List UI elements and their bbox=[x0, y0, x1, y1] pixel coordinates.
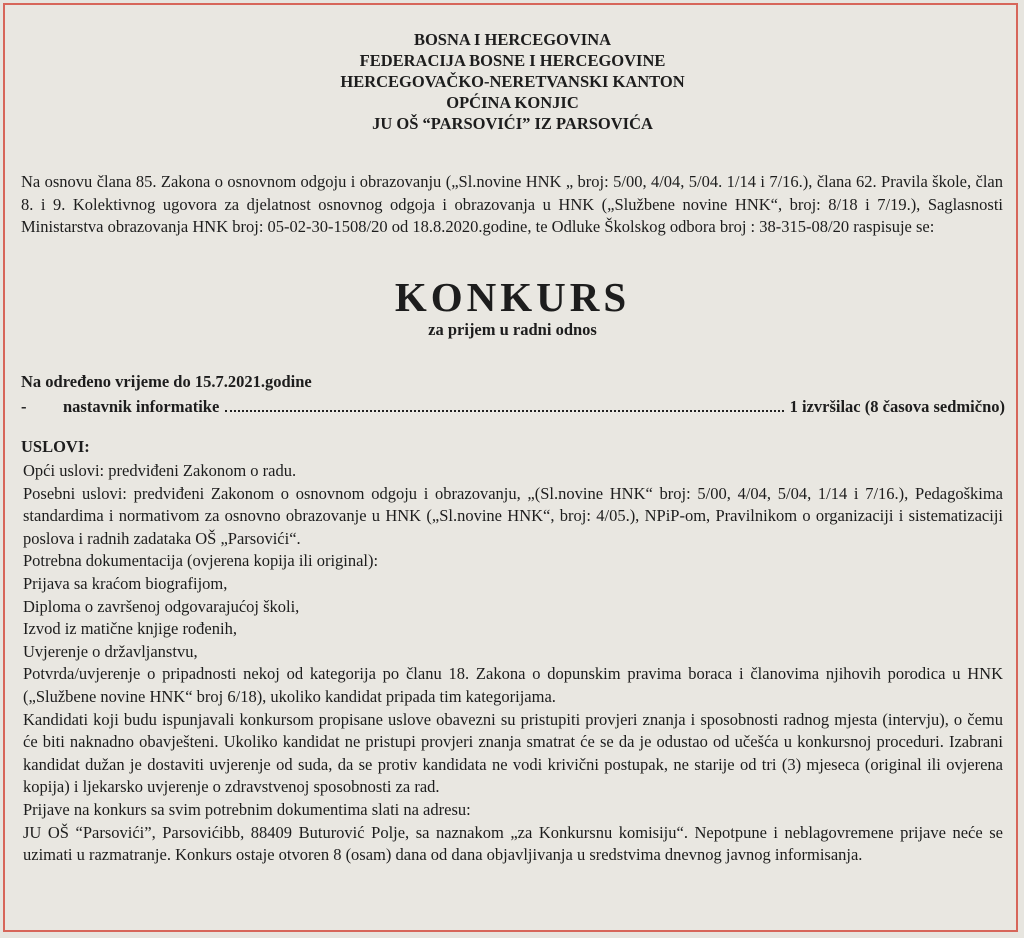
header-municipality: OPĆINA KONJIC bbox=[446, 93, 579, 112]
document-subtitle: za prijem u radni odnos bbox=[428, 320, 597, 339]
position-term: Na određeno vrijeme do 15.7.2021.godine bbox=[21, 372, 312, 391]
position-dash: - bbox=[21, 397, 27, 416]
doc-item-birth-record: Izvod iz matične knjige rođenih, bbox=[23, 619, 237, 639]
interview-paragraph: Kandidati koji budu ispunjavali konkursom propisane uslove obavezni su pristupiti provjeri znanja i sposobnosti radnog mjesta (intervju), o čemu će biti naknadno obavješteni. Ukoliko kandidat ne pristupi provjeri znanja smatrat će se da je odustao od učešća u konkursnoj proceduri. Izabrani kandidat dužan je dostaviti uvjerenje od suda, da se protiv kandidata ne vodi krivični postupak, ne starije od tri (3) mjeseca (original ili ovjerena kopija) i ljekarsko uvjerenje o zdravstvenoj sposobnosti za rad. bbox=[23, 709, 1003, 797]
doc-item-application: Prijava sa kraćom biografijom, bbox=[23, 573, 228, 593]
title-block bbox=[5, 273, 1020, 339]
position-row bbox=[21, 397, 1005, 417]
header-school: JU OŠ “PARSOVIĆI” IZ PARSOVIĆA bbox=[372, 114, 653, 133]
doc-item-diploma: Diploma o završenoj odgovarajućoj školi, bbox=[23, 596, 300, 616]
dot-leader bbox=[225, 398, 783, 412]
doc-item-veteran-certificate: Potvrda/uvjerenje o pripadnosti nekoj od kategorija po članu 18. Zakona o dopunskim pravima boraca i članovima njihovih porodica u HNK („Službene novine HNK“ broj 6/18), ukoliko kandidat pripada tim kategorijama. bbox=[23, 664, 1003, 706]
documentation-heading: Potrebna dokumentacija (ovjerena kopija ili original): bbox=[23, 551, 379, 571]
position-name: nastavnik informatike bbox=[63, 397, 220, 416]
doc-item-citizenship: Uvjerenje o državljanstvu, bbox=[23, 641, 198, 661]
document-header bbox=[5, 29, 1020, 134]
intro-paragraph: Na osnovu člana 85. Zakona o osnovnom odgoju i obrazovanju („Sl.novine HNK „ broj: 5/00, 4/04, 5/04. 1/14 i 7/16.), člana 62. Pravila škole, član 8. i 9. Kolektivnog ugovora za djelatnost osnovnog odgoja i obrazovanja u HNK („Službene novine HNK“, broj: 8/18 i 7/19.), Saglasnosti Ministarstva obrazovanja HNK broj: 05-02-30-1508/20 od 18.8.2020.godine, te Odluke Školskog odbora broj : 38-315-08/20 raspisuje se: bbox=[21, 172, 1003, 236]
announcement-frame bbox=[3, 3, 1018, 932]
header-country: BOSNA I HERCEGOVINA bbox=[413, 30, 612, 49]
conditions-heading: USLOVI: bbox=[21, 437, 90, 456]
address-paragraph: JU OŠ “Parsovići”, Parsovićibb, 88409 Buturović Polje, sa naznakom „za Konkursnu komisiju“. Nepotpune i neblagovremene prijave neće se uzimati u razmatranje. Konkurs ostaje otvoren 8 (osam) dana od dana objavljivanja u sredstvima dnevnog javnog informisanja. bbox=[23, 822, 1003, 865]
document-title: KONKURS bbox=[394, 274, 631, 320]
general-conditions: Opći uslovi: predviđeni Zakonom o radu. bbox=[23, 461, 297, 480]
header-canton: HERCEGOVAČKO-NERETVANSKI KANTON bbox=[340, 72, 685, 91]
special-conditions: Posebni uslovi: predviđeni Zakonom o osnovnom odgoju i obrazovanju, „(Sl.novine HNK“ broj: 5/00, 4/04, 5/04, 1/14 i 7/16.), Pedagoškima standardima i normativom za osnovno obrazovanje u HNK („Sl.novine HNK“, broj: 4/05.), NPiP-om, Pravilnikom o organizaciji i sistematizaciji poslova i radnih zadataka OŠ „Parsovići“. bbox=[23, 483, 1003, 548]
header-federation: FEDERACIJA BOSNE I HERCEGOVINE bbox=[359, 51, 666, 70]
position-count: 1 izvršilac (8 časova sedmično) bbox=[789, 397, 1005, 416]
conditions-body bbox=[23, 460, 1003, 867]
submission-heading: Prijave na konkurs sa svim potrebnim dokumentima slati na adresu: bbox=[23, 799, 471, 819]
